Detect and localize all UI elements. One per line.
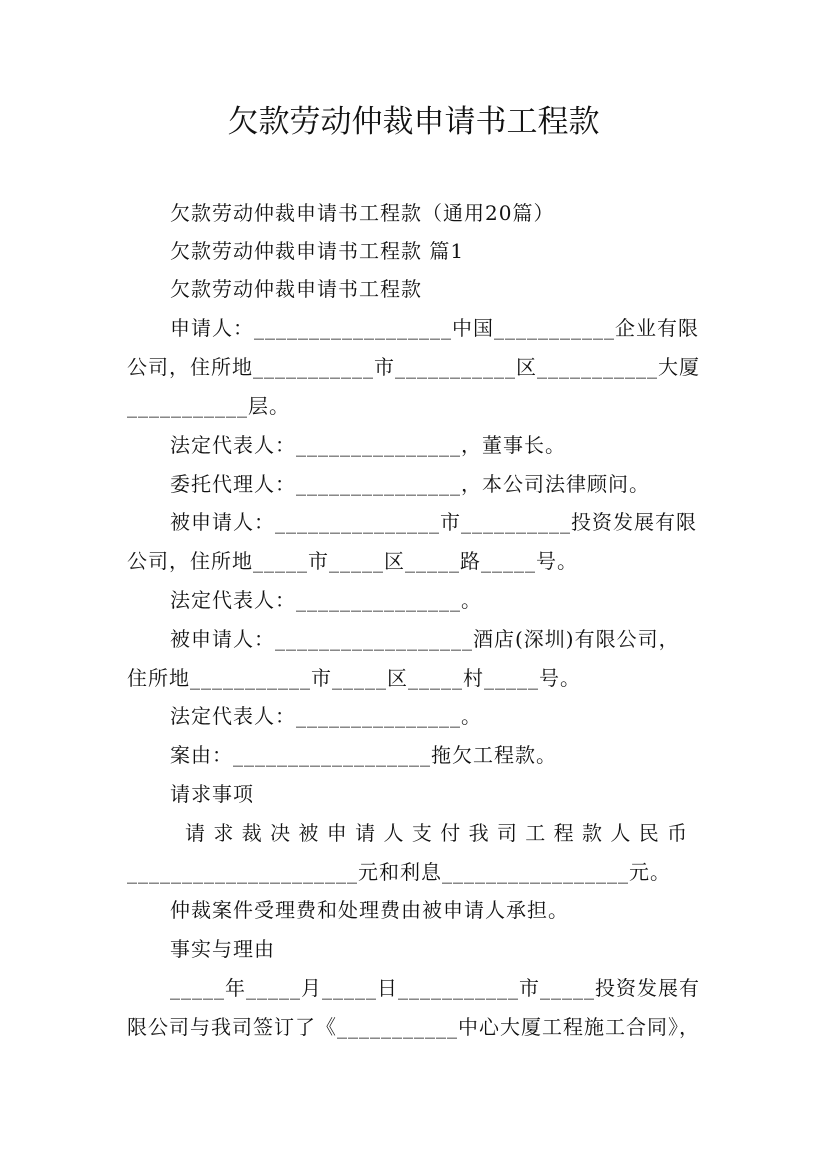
paragraph-text: 住所地___________市_____区_____村_____号。: [127, 666, 581, 690]
paragraph-line: [170, 934, 807, 964]
paragraph-line: [170, 236, 807, 266]
paragraph-text: 限公司与我司签订了《___________中心大厦工程施工合同》，: [127, 1015, 700, 1039]
paragraph-text: 欠款劳动仲裁申请书工程款: [170, 277, 422, 301]
paragraph-text: 案由：__________________拖欠工程款。: [170, 743, 557, 767]
paragraph-line: [170, 779, 807, 809]
paragraph-line: [170, 585, 807, 615]
paragraph-line: [170, 624, 807, 654]
paragraph-text: 公司，住所地___________市___________区___________大厦: [127, 355, 700, 379]
paragraph-line: [170, 701, 807, 731]
paragraph-text: 欠款劳动仲裁申请书工程款（通用20篇）: [170, 201, 555, 225]
paragraph-text: 申请人：__________________中国___________企业有限: [170, 316, 699, 340]
paragraph-text: 法定代表人：_______________。: [170, 704, 482, 728]
paragraph-text: ___________层。: [127, 394, 290, 418]
paragraph-text: 请 求 裁 决 被 申 请 人 支 付 我 司 工 程 款 人 民 币: [185, 821, 689, 845]
paragraph-text: 被申请人：__________________酒店(深圳)有限公司，: [170, 627, 680, 651]
paragraph-text: 被申请人：_______________市__________投资发展有限: [170, 510, 697, 534]
paragraph-line: [170, 895, 807, 925]
paragraph-line: [127, 663, 807, 693]
paragraph-text: 欠款劳动仲裁申请书工程款 篇1: [170, 239, 465, 263]
paragraph-text: _____年_____月_____日___________市_____投资发展有: [170, 976, 700, 1000]
paragraph-line: [127, 857, 807, 887]
paragraph-text: 请求事项: [170, 782, 254, 806]
paragraph-line: [170, 973, 807, 1003]
paragraph-line: [170, 274, 807, 304]
paragraph-text: 法定代表人：_______________，董事长。: [170, 433, 566, 457]
paragraph-line: [127, 1012, 807, 1042]
paragraph-text: 法定代表人：_______________。: [170, 588, 482, 612]
paragraph-text: 公司，住所地_____市_____区_____路_____号。: [127, 549, 578, 573]
paragraph-text: 委托代理人：_______________，本公司法律顾问。: [170, 472, 650, 496]
paragraph-line: [170, 313, 807, 343]
paragraph-line: [170, 430, 807, 460]
paragraph-line: [170, 198, 807, 228]
paragraph-line: [127, 352, 807, 382]
paragraph-line: [127, 391, 807, 421]
paragraph-line: [170, 740, 807, 770]
paragraph-text: 仲裁案件受理费和处理费由被申请人承担。: [170, 898, 569, 922]
paragraph-text: _____________________元和利息_________________元。: [127, 860, 671, 884]
paragraph-line: [170, 469, 807, 499]
document-title: 欠款劳动仲裁申请书工程款: [227, 104, 600, 140]
paragraph-line: [185, 818, 807, 848]
paragraph-text: 事实与理由: [170, 937, 275, 961]
paragraph-line: [127, 546, 807, 576]
paragraph-line: [170, 507, 807, 537]
